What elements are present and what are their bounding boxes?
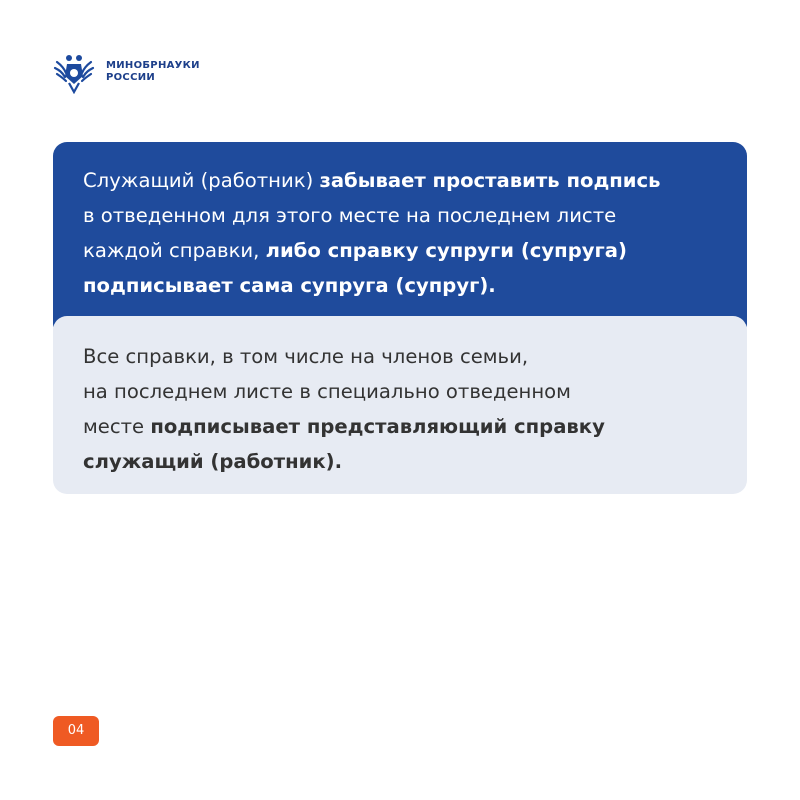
correct-line2-plain: на последнем листе в специально отведенном bbox=[83, 380, 571, 403]
page-number-badge: 04 bbox=[53, 716, 99, 746]
correct-line3-bold: подписывает представляющий справку bbox=[150, 415, 605, 438]
emblem-eagle-icon bbox=[52, 50, 96, 94]
mistake-line3-plain: каждой справки, bbox=[83, 239, 266, 262]
mistake-line1-plain: Служащий (работник) bbox=[83, 169, 320, 192]
ministry-name-line1: МИНОБРНАУКИ bbox=[106, 60, 200, 71]
mistake-text bbox=[83, 163, 723, 303]
correct-line1-plain: Все справки, в том числе на членов семьи, bbox=[83, 345, 529, 368]
ministry-logo bbox=[52, 50, 200, 94]
mistake-line3-bold: либо справку супруги (супруга) bbox=[265, 239, 627, 262]
correct-line4-bold: служащий (работник). bbox=[83, 450, 343, 473]
ministry-name bbox=[106, 60, 200, 84]
ministry-name-line2: РОССИИ bbox=[106, 72, 156, 83]
mistake-card bbox=[53, 142, 747, 338]
mistake-line1-bold: забывает проставить подпись bbox=[319, 169, 661, 192]
correct-line3-plain: месте bbox=[83, 415, 151, 438]
correct-practice-card bbox=[53, 316, 747, 494]
mistake-line2-plain: в отведенном для этого месте на последнем листе bbox=[83, 204, 617, 227]
correct-practice-text bbox=[83, 339, 723, 479]
mistake-line4-bold: подписывает сама супруга (супруг). bbox=[83, 274, 496, 297]
